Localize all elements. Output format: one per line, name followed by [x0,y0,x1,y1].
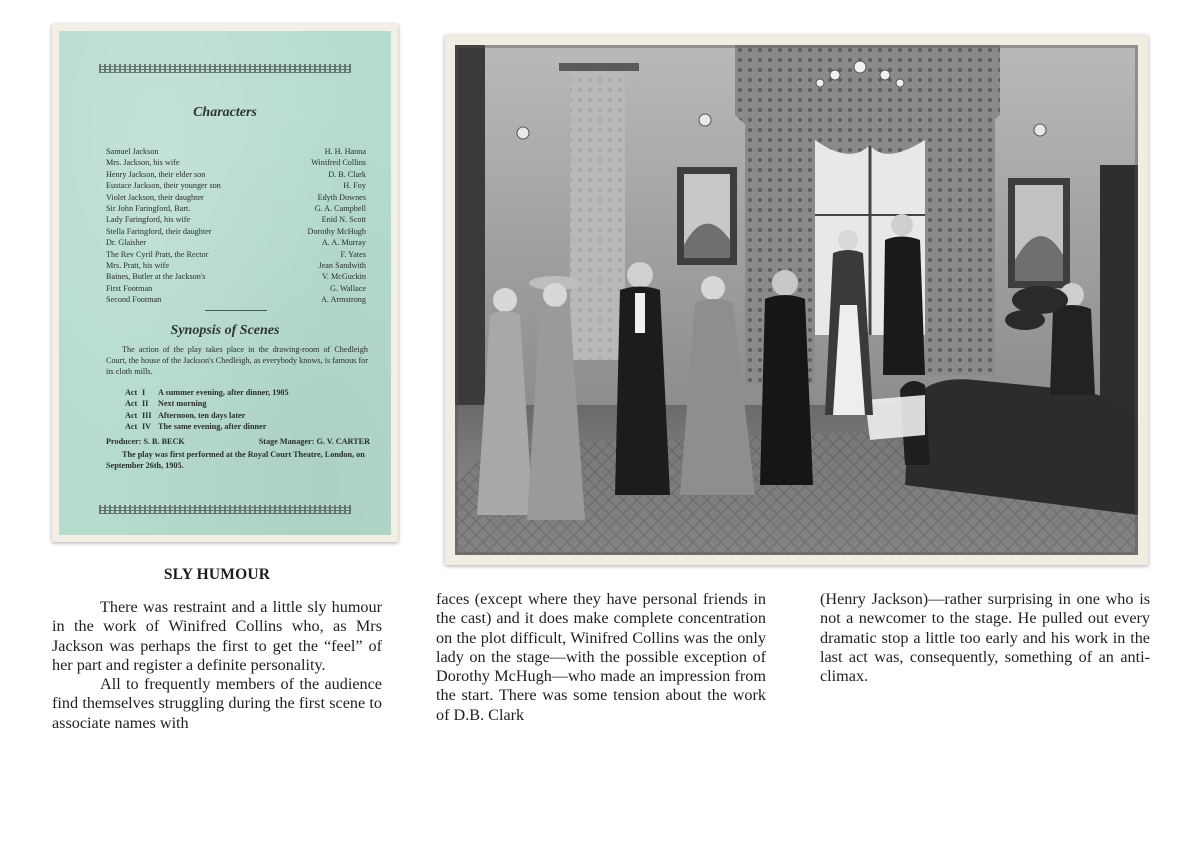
act-description: Next morning [158,399,207,409]
cast-actor: V. McGuckin [322,272,366,282]
programme-divider [205,310,267,311]
article-column-1 [52,598,382,733]
act-description: The same evening, after dinner [158,422,267,432]
first-performance-note: The play was first performed at the Royal Court Theatre, London, on September 26th, 1905. [106,450,365,471]
act-row [125,421,365,432]
article-column-3 [820,590,1150,686]
cast-actor: Dorothy McHugh [307,226,366,236]
producer-credit: Producer: S. B. BECK [106,437,185,446]
cast-actor: Edyth Downes [317,192,366,202]
cast-actor: H. H. Hanna [324,147,366,156]
cast-actor: A. A. Murray [321,238,366,248]
cast-actor: Winifred Collins [311,158,366,168]
cast-row [106,283,366,294]
cast-row [106,249,366,260]
act-description: Afternoon, ten days later [158,410,246,420]
cast-list [106,146,366,305]
cast-role: Mrs. Jackson, his wife [106,158,180,168]
stage-photograph-frame [445,35,1148,565]
article-paragraph: faces (except where they have personal friends in the cast) and it does make complete concentration on the plot difficult, Winifred Collins was the only lady on the stage—with the possible exception of Dorothy McHugh—who made an impression from the start. There was some tension about the work of D.B. Clark [436,590,766,724]
production-credits [106,436,370,447]
characters-heading: Characters [193,105,257,120]
cast-role: Henry Jackson, their elder son [106,169,206,179]
act-label: Act [125,410,138,420]
stage-manager-credit: Stage Manager: G. V. CARTER [258,437,370,446]
act-list [125,387,365,433]
cast-role: First Footman [106,283,153,293]
act-description: A summer evening, after dinner, 1905 [158,388,289,397]
cast-role: Stella Faringford, their daughter [106,226,212,236]
cast-row [106,169,366,180]
cast-actor: F. Yates [340,249,366,259]
cast-row [106,180,366,191]
cast-row [106,294,366,305]
cast-role: Violet Jackson, their daughter [106,192,204,202]
cast-row [106,203,366,214]
cast-actor: Enid N. Scott [321,215,366,225]
cast-actor: H. Foy [343,181,366,191]
stage-photograph [455,45,1138,555]
act-label: Act [125,388,138,397]
article-paragraph: There was restraint and a little sly humour in the work of Winifred Collins who, as Mrs Jackson was perhaps the first to get the “feel” of her part and register a definite personality. [52,598,382,674]
cast-row [106,260,366,271]
act-label: Act [125,422,138,432]
cast-row [106,226,366,237]
article-paragraph: (Henry Jackson)—rather surprising in one who is not a newcomer to the stage. He pulled out every dramatic stop a little too early and his work in the last act was, consequently, something of an anti-climax. [820,590,1150,686]
article-column-2 [436,590,766,725]
act-number: IV [142,422,152,432]
cast-row [106,214,366,225]
act-number: III [142,410,152,420]
cast-actor: G. Wallace [329,283,366,293]
cast-row [106,271,366,282]
act-row [125,410,365,421]
cast-actor: Jean Sandwith [318,260,366,270]
cast-role: Mrs. Pratt, his wife [106,260,169,270]
cast-role: Lady Faringford, his wife [106,215,191,225]
decorative-border-bottom [99,505,351,514]
act-number: II [142,399,149,409]
article-title: SLY HUMOUR [163,566,271,583]
cast-role: Second Footman [106,295,162,305]
synopsis-text: The action of the play takes place in the drawing-room of Chedleigh Court, the house of the Jackson's Chedleigh, as everybody knows, is famous for its cloth mills. [106,345,368,377]
cast-row [106,237,366,248]
cast-row [106,157,366,168]
synopsis-heading: Synopsis of Scenes [170,323,280,338]
cast-row [106,146,366,157]
cast-actor: A. Armstrong [320,295,366,305]
programme-page [59,31,391,535]
cast-role: Eustace Jackson, their younger son [106,181,221,191]
act-row [125,387,365,398]
cast-role: The Rev Cyril Pratt, the Rector [106,249,209,259]
act-label: Act [125,399,138,409]
cast-row [106,192,366,203]
cast-actor: G. A. Campbell [314,203,366,213]
article-paragraph: All to frequently members of the audience find themselves struggling during the first scene to associate names with [52,675,382,732]
act-row [125,398,365,409]
cast-role: Baines, Butler at the Jackson's [106,272,206,282]
programme-card [52,24,398,542]
cast-role: Samuel Jackson [106,147,159,156]
decorative-border-top [99,64,351,73]
cast-actor: D. B. Clark [328,169,366,179]
cast-role: Dr. Glaisher [106,238,147,248]
act-number: I [142,388,146,397]
cast-role: Sir John Faringford, Bart. [106,203,191,213]
